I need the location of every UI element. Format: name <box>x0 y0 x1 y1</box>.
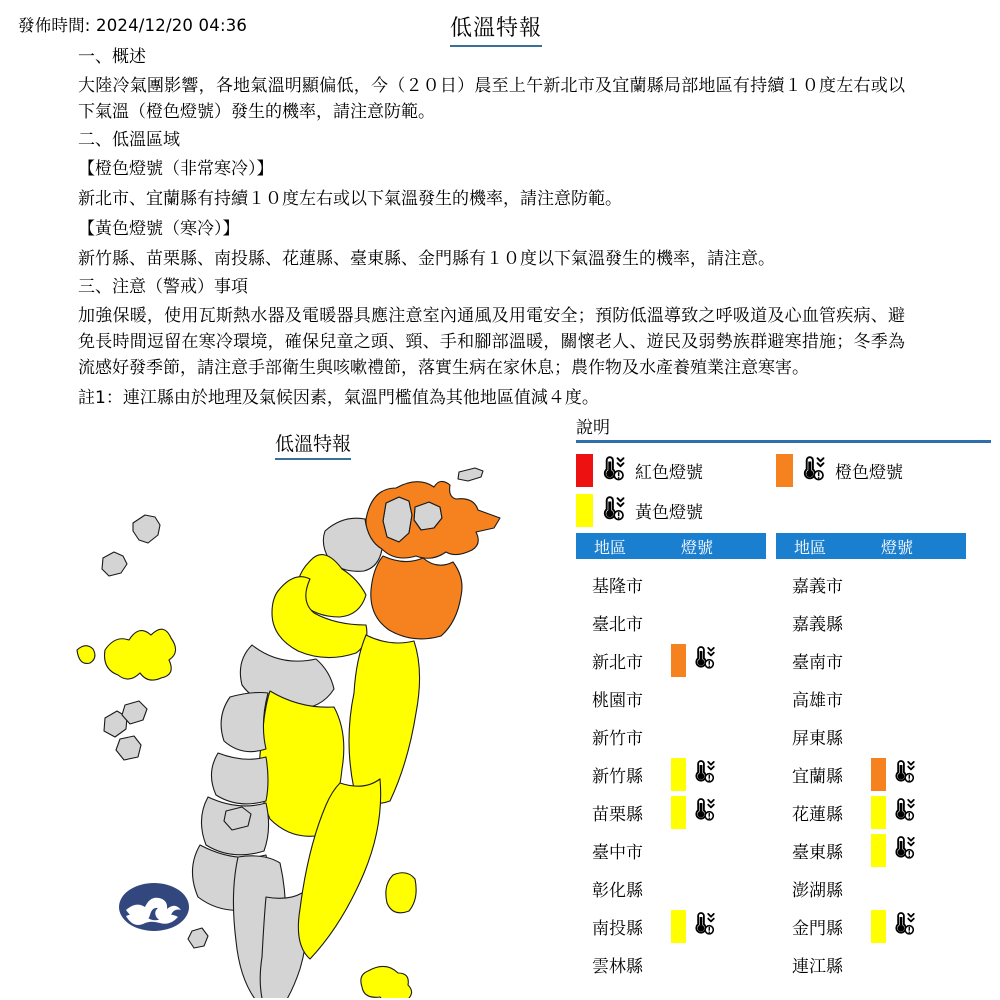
legend-item-yellow <box>576 494 776 528</box>
table-cell-area: 臺中市 <box>592 842 643 863</box>
table-row <box>776 793 966 831</box>
table-header-row <box>776 533 966 559</box>
column-header-area: 地區 <box>594 537 627 557</box>
column-header-signal: 燈號 <box>881 537 914 557</box>
section-2-heading: 二、低溫區域 <box>78 130 180 150</box>
table-cell-area: 桃園市 <box>592 690 643 711</box>
section-3-body: 加強保暖，使用瓦斯熱水器及電暖器具應注意室內通風及用電安全；預防低溫導致之呼吸道及心血管疾病、避免長時間逗留在寒冷環境，確保兒童之頭、頸、手和腳部溫暖，關懷老人、遊民及弱勢族群避寒措施；冬季為流感好發季節，請注意手部衛生與咳嗽禮節，落實生病在家休息；農作物及水產養殖業注意寒害。 <box>78 306 905 378</box>
legend-title: 說明 <box>576 418 610 438</box>
thermometer-cold-icon <box>798 454 828 488</box>
thermometer-cold-icon <box>890 910 918 942</box>
thermometer-cold-icon <box>690 910 718 942</box>
thermometer-cold-icon <box>798 454 828 484</box>
yellow-signal-bracket: 【黃色燈號（寒冷）】 <box>78 219 240 239</box>
signal-swatch-yellow <box>871 796 886 829</box>
table-cell-signal <box>671 796 718 829</box>
map-region-lieyu <box>77 646 95 664</box>
thermometer-cold-icon <box>598 454 628 488</box>
thermometer-cold-icon <box>890 834 918 866</box>
table-row <box>576 717 766 755</box>
table-row <box>776 717 966 755</box>
table-cell-area: 宜蘭縣 <box>792 766 843 787</box>
signal-swatch-yellow <box>671 910 686 943</box>
table-cell-area: 新竹市 <box>592 728 643 749</box>
thermometer-cold-icon <box>890 796 918 824</box>
signal-swatch-yellow <box>871 834 886 867</box>
table-row <box>576 755 766 793</box>
legend-label-orange: 橙色燈號 <box>835 463 903 483</box>
legend-swatch-orange <box>776 454 793 487</box>
legend-row <box>576 451 991 491</box>
table-cell-area: 基隆市 <box>592 576 643 597</box>
table-cell-signal <box>671 758 718 791</box>
thermometer-cold-icon <box>690 796 718 824</box>
table-row <box>576 641 766 679</box>
table-cell-area: 臺東縣 <box>792 842 843 863</box>
table-row <box>576 565 766 603</box>
table-row <box>576 793 766 831</box>
legend-label-yellow: 黃色燈號 <box>635 503 703 523</box>
table-cell-area: 屏東縣 <box>792 728 843 749</box>
section-1-heading: 一、概述 <box>78 47 146 67</box>
column-header-signal: 燈號 <box>681 537 714 557</box>
table-cell-area: 苗栗縣 <box>592 804 643 825</box>
table-cell-area: 臺北市 <box>592 614 643 635</box>
map-region-kinmen-main <box>105 629 176 680</box>
region-table-left <box>576 533 766 983</box>
map-region-coastal-islet <box>188 928 208 948</box>
thermometer-cold-icon <box>690 910 718 938</box>
thermometer-cold-icon <box>690 644 718 676</box>
column-header-area: 地區 <box>794 537 827 557</box>
note-1: 註1：連江縣由於地理及氣候因素，氣溫門檻值為其他地區值減４度。 <box>78 388 599 408</box>
thermometer-cold-icon <box>690 796 718 828</box>
legend-item-orange <box>776 454 976 488</box>
publish-time: 發佈時間: 2024/12/20 04:36 <box>18 16 248 35</box>
map-region-green-island <box>386 873 416 913</box>
orange-signal-bracket: 【橙色燈號（非常寒冷）】 <box>78 159 274 179</box>
table-row <box>776 641 966 679</box>
thermometer-cold-icon <box>690 758 718 790</box>
cwa-logo <box>118 880 190 934</box>
yellow-signal-body: 新竹縣、苗栗縣、南投縣、花蓮縣、臺東縣、金門縣有１０度以下氣溫發生的機率，請注意。 <box>78 249 775 269</box>
map-region-penghu-3 <box>116 736 141 760</box>
map-region-matsu-islet-2 <box>102 552 127 576</box>
table-row <box>576 907 766 945</box>
table-cell-area: 澎湖縣 <box>792 880 843 901</box>
table-cell-signal <box>871 796 918 829</box>
table-cell-area: 花蓮縣 <box>792 804 843 825</box>
table-row <box>776 755 966 793</box>
table-row <box>776 603 966 641</box>
map-region-matsu-islet-1 <box>133 515 160 543</box>
thermometer-cold-icon <box>890 910 918 938</box>
table-cell-signal <box>871 910 918 943</box>
legend-row <box>576 491 991 531</box>
table-cell-area: 彰化縣 <box>592 880 643 901</box>
signal-swatch-orange <box>871 758 886 791</box>
table-cell-area: 新竹縣 <box>592 766 643 787</box>
table-body <box>576 565 766 983</box>
thermometer-cold-icon <box>690 644 718 672</box>
map-region-yilan <box>371 556 462 639</box>
table-header-row <box>576 533 766 559</box>
orange-signal-body: 新北市、宜蘭縣有持續１０度左右或以下氣溫發生的機率，請注意防範。 <box>78 189 622 209</box>
advisory-article <box>0 46 960 415</box>
table-cell-signal <box>871 758 918 791</box>
signal-swatch-yellow <box>671 796 686 829</box>
table-row <box>576 869 766 907</box>
map-title: 低溫特報 <box>275 429 351 460</box>
section-3-heading: 三、注意（警戒）事項 <box>78 277 248 297</box>
region-table-right <box>776 533 966 983</box>
signal-swatch-orange <box>671 644 686 677</box>
signal-swatch-yellow <box>671 758 686 791</box>
region-signal-tables <box>576 533 991 983</box>
thermometer-cold-icon <box>598 454 628 484</box>
table-row <box>776 945 966 983</box>
signal-swatch-yellow <box>871 910 886 943</box>
thermometer-cold-icon <box>598 494 628 528</box>
table-row <box>776 679 966 717</box>
table-cell-area: 新北市 <box>592 652 643 673</box>
thermometer-cold-icon <box>690 758 718 786</box>
table-cell-area: 嘉義市 <box>792 576 843 597</box>
section-1-body: 大陸冷氣團影響，各地氣溫明顯偏低，今（２０日）晨至上午新北市及宜蘭縣局部地區有持續１０度左右或以下氣溫（橙色燈號）發生的機率，請注意防範。 <box>78 76 905 122</box>
table-row <box>776 869 966 907</box>
map-region-hualien <box>349 635 420 803</box>
table-row <box>776 831 966 869</box>
table-cell-area: 連江縣 <box>792 956 843 977</box>
table-row <box>576 945 766 983</box>
thermometer-cold-icon <box>890 758 918 786</box>
table-cell-area: 臺南市 <box>792 652 843 673</box>
table-row <box>776 565 966 603</box>
legend-rows <box>576 451 991 531</box>
thermometer-cold-icon <box>598 494 628 524</box>
table-cell-signal <box>871 834 918 867</box>
thermometer-cold-icon <box>890 834 918 862</box>
table-cell-area: 高雄市 <box>792 690 843 711</box>
legend-divider <box>576 440 991 443</box>
table-cell-area: 雲林縣 <box>592 956 643 977</box>
table-cell-area: 嘉義縣 <box>792 614 843 635</box>
thermometer-cold-icon <box>890 758 918 790</box>
table-cell-area: 南投縣 <box>592 918 643 939</box>
table-row <box>576 603 766 641</box>
thermometer-cold-icon <box>890 796 918 828</box>
table-cell-signal <box>671 910 718 943</box>
table-cell-signal <box>671 644 718 677</box>
legend-swatch-red <box>576 454 593 487</box>
table-row <box>776 907 966 945</box>
map-region-yunlin <box>211 753 268 804</box>
page-title: 低溫特報 <box>450 11 542 47</box>
legend <box>576 418 991 531</box>
legend-label-red: 紅色燈號 <box>635 463 703 483</box>
legend-item-red <box>576 454 776 488</box>
table-cell-area: 金門縣 <box>792 918 843 939</box>
map-panel <box>70 425 570 1000</box>
map-region-orchid-island <box>361 966 412 998</box>
table-row <box>576 679 766 717</box>
table-body <box>776 565 966 983</box>
legend-swatch-yellow <box>576 494 593 527</box>
map-region-changhua <box>221 693 268 752</box>
map-region-lienchiang <box>458 468 483 481</box>
table-row <box>576 831 766 869</box>
